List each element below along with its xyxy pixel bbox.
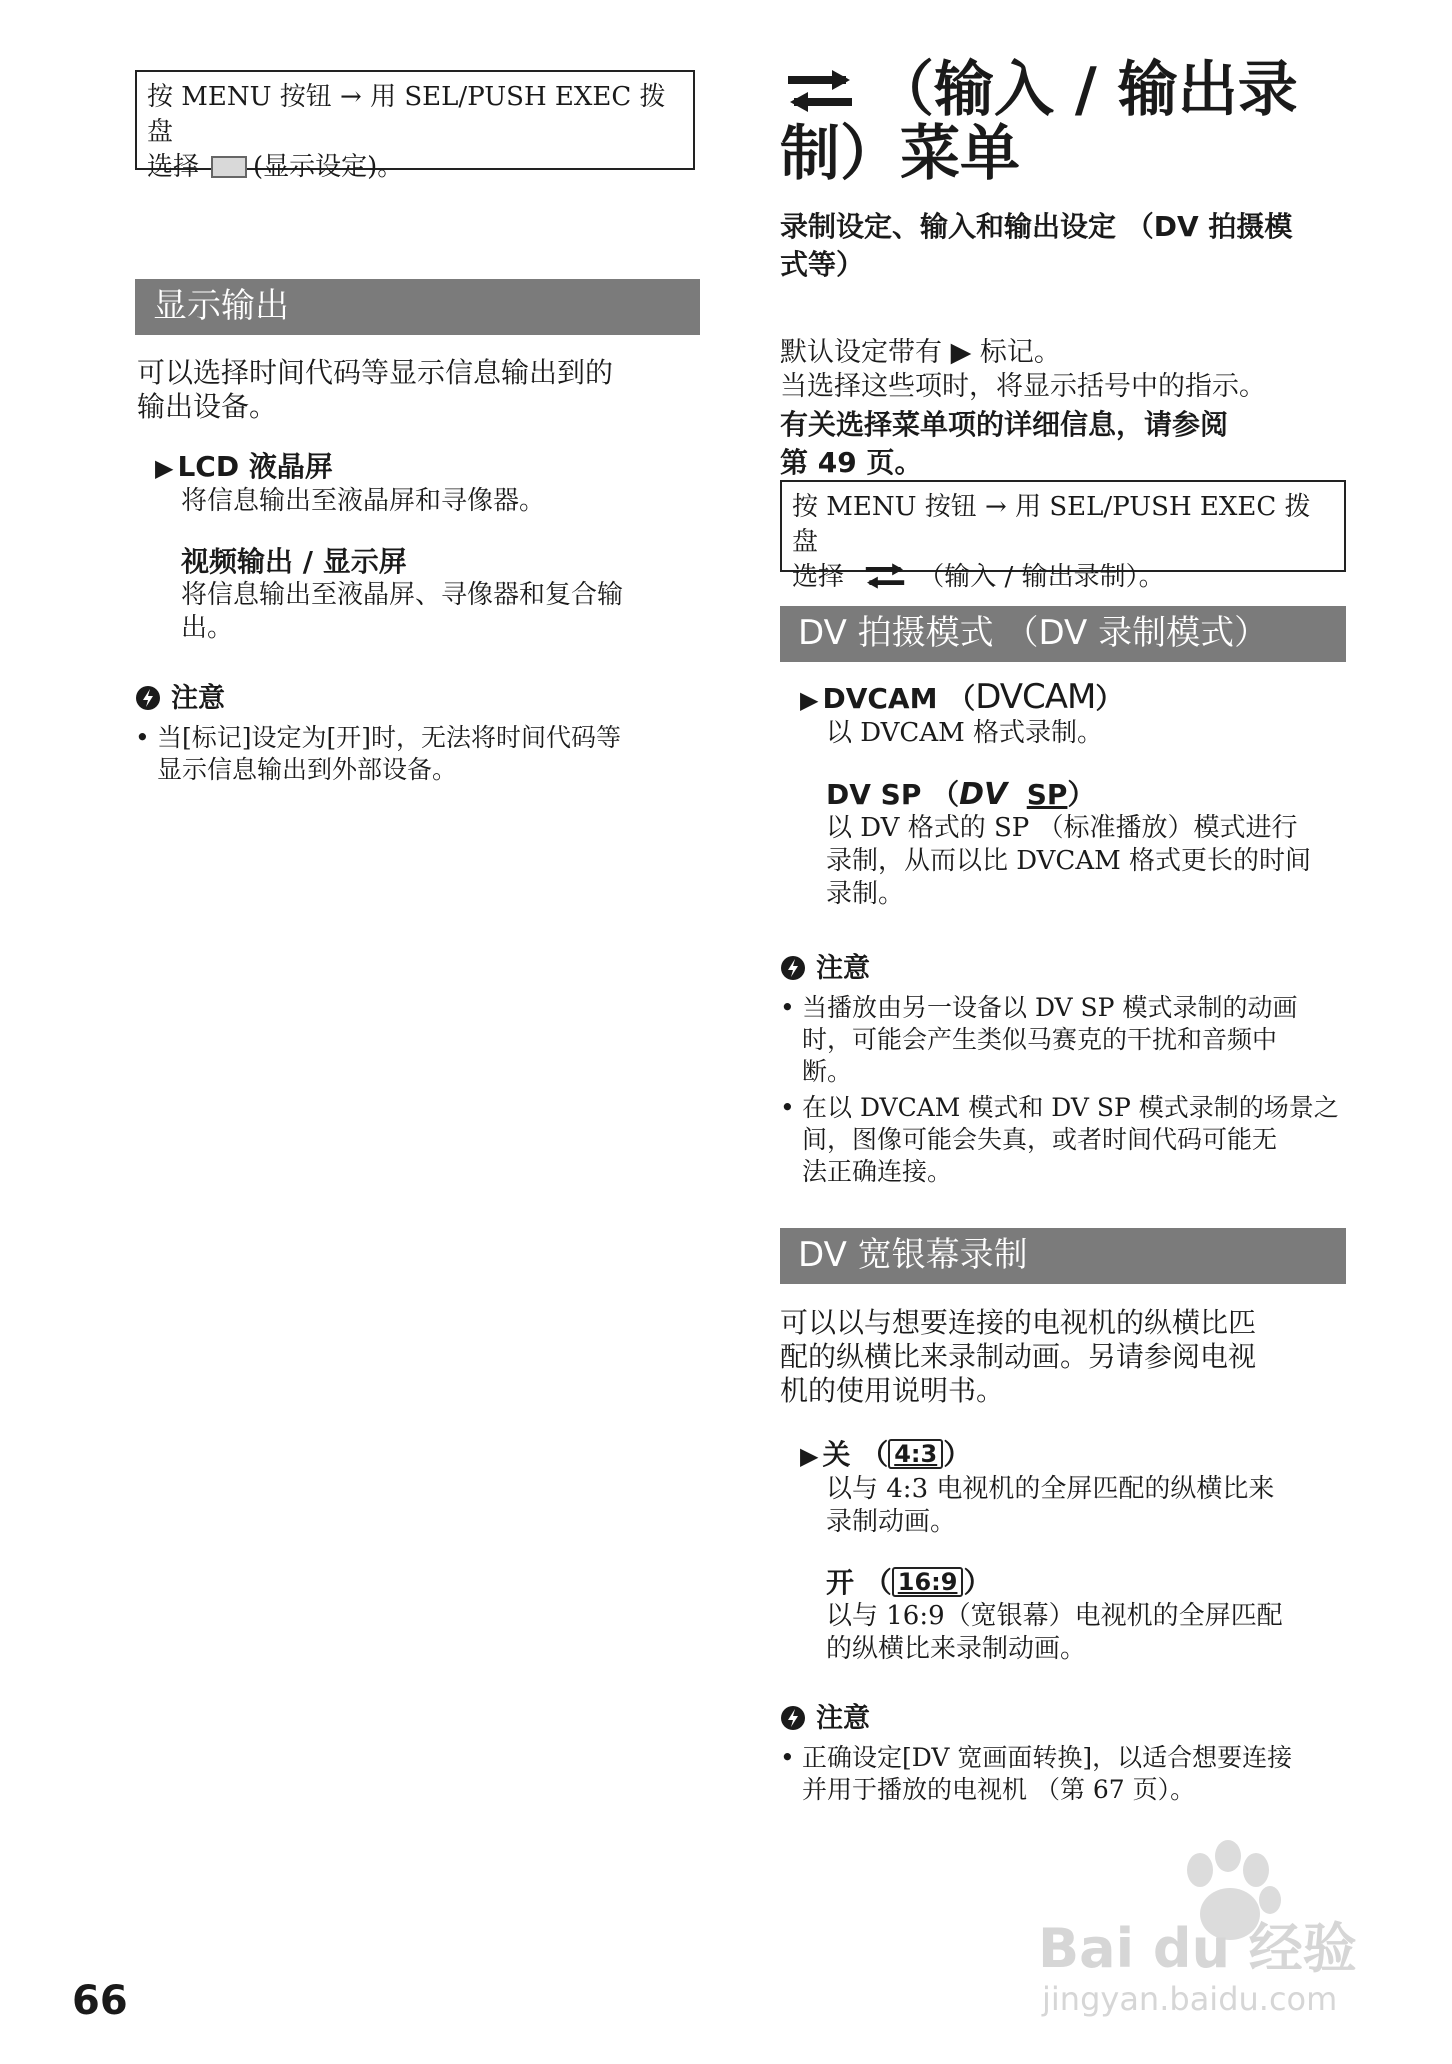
option-video-out-title: 视频输出 / 显示屏 xyxy=(181,545,407,578)
left-instruction-line1: 按 MENU 按钮 → 用 SEL/PUSH EXEC 拨盘 xyxy=(147,82,666,147)
option-lcd-title: LCD 液晶屏 xyxy=(177,450,333,483)
dv-wide-rec-note: 注意 • 正确设定[DV 宽画面转换]，以适合想要连接 并用于播放的电视机 （第 67 页）。 xyxy=(780,1702,1352,1806)
note-item: • 当播放由另一设备以 DV SP 模式录制的动画 时，可能会产生类似马赛克的干扰和音频中 断。 xyxy=(780,993,1298,1086)
page-title: （输入 / 输出录 制）菜单 xyxy=(780,55,1298,189)
left-instruction-box xyxy=(135,70,695,182)
triangle-right-icon: ▶ xyxy=(155,454,174,482)
option-dvcam-desc: 以 DVCAM 格式录制。 xyxy=(826,718,1103,748)
watermark xyxy=(1030,1840,1430,2030)
dvcam-logo: DVCAM xyxy=(975,677,1096,717)
dv-logo: DV xyxy=(959,777,1008,812)
option-wide-on: 开 （ 16:9 ） 以与 16:9（宽银幕）电视机的全屏匹配 的纵横比来录制动画。 xyxy=(826,1566,1283,1664)
aspect-4-3-badge: 4:3 xyxy=(888,1439,943,1469)
caution-icon xyxy=(135,685,161,711)
left-instruction-line2b: (显示设定)。 xyxy=(253,152,404,182)
option-dvcam: ▶ DVCAM （DVCAM） 以 DVCAM 格式录制。 xyxy=(800,680,1360,750)
sp-logo: SP xyxy=(1026,778,1068,811)
page-number: 66 xyxy=(72,1978,128,2024)
section-title: 显示输出 xyxy=(153,286,289,326)
option-lcd-desc: 将信息输出至液晶屏和寻像器。 xyxy=(181,486,546,516)
display-settings-icon xyxy=(211,156,247,178)
page-subtitle: 录制设定、输入和输出设定 （DV 拍摄模 式等） xyxy=(780,210,1293,281)
in-out-rec-icon xyxy=(858,561,912,591)
note-item: • 当[标记]设定为[开]时，无法将时间代码等 显示信息输出到外部设备。 xyxy=(135,723,622,784)
default-note: 默认设定带有 ▶ 标记。 当选择这些项时，将显示括号中的指示。 xyxy=(780,337,1266,402)
section-header-display-output xyxy=(135,279,700,335)
option-dv-sp: DV SP （DV SP） 以 DV 格式的 SP （标准播放）模式进行 录制，从而以比 DVCAM 格式更长的时间 录制。 xyxy=(826,777,1311,909)
triangle-right-icon: ▶ xyxy=(800,1442,819,1470)
aspect-16-9-badge: 16:9 xyxy=(892,1567,964,1597)
right-instruction-line1: 按 MENU 按钮 → 用 SEL/PUSH EXEC 拨盘 xyxy=(792,492,1311,557)
left-instruction-line2a: 选择 xyxy=(147,152,200,182)
triangle-right-icon: ▶ xyxy=(800,686,819,714)
watermark-url: jingyan.baidu.com xyxy=(1042,1980,1338,2018)
section-header-dv-wide-rec: DV 宽银幕录制 xyxy=(780,1228,1346,1284)
option-video-out: 视频输出 / 显示屏 将信息输出至液晶屏、寻像器和复合输 出。 xyxy=(181,545,721,645)
note-item: • 在以 DVCAM 模式和 DV SP 模式录制的场景之 间，图像可能会失真，或者时间代码可能无 法正确连接。 xyxy=(780,1093,1339,1186)
dv-wide-rec-intro: 可以以与想要连接的电视机的纵横比匹 配的纵横比来录制动画。另请参阅电视 机的使用说明书。 xyxy=(780,1306,1257,1407)
option-lcd xyxy=(155,450,715,518)
left-note xyxy=(135,682,715,786)
caution-icon xyxy=(780,955,806,981)
dv-rec-mode-note: 注意 • 当播放由另一设备以 DV SP 模式录制的动画 时，可能会产生类似马赛克的干扰和音频中 断。 • 在以 DVCAM 模式和 DV SP 模式录制的场景之 间，图像可能会失真，或者时间代码可能无 法正确连接。 xyxy=(780,952,1352,1188)
watermark-brand: Bai du 经验 xyxy=(1038,1917,1357,1980)
display-output-intro: 可以选择时间代码等显示信息输出到的 输出设备。 xyxy=(137,356,614,423)
caution-icon xyxy=(780,1705,806,1731)
right-instruction-box: 按 MENU 按钮 → 用 SEL/PUSH EXEC 拨盘 选择 （输入 / 输出录制）。 xyxy=(780,480,1346,572)
note-item: • 正确设定[DV 宽画面转换]，以适合想要连接 并用于播放的电视机 （第 67 页）。 xyxy=(780,1743,1293,1804)
section-header-dv-rec-mode: DV 拍摄模式 （DV 录制模式） xyxy=(780,606,1346,662)
option-wide-off: ▶ 关 （ 4:3 ） 以与 4:3 电视机的全屏匹配的纵横比来 录制动画。 xyxy=(800,1438,1275,1537)
note-title: 注意 xyxy=(171,683,225,714)
reference-note: 有关选择菜单项的详细信息，请参阅 第 49 页。 xyxy=(780,408,1229,479)
in-out-rec-icon xyxy=(780,66,860,116)
